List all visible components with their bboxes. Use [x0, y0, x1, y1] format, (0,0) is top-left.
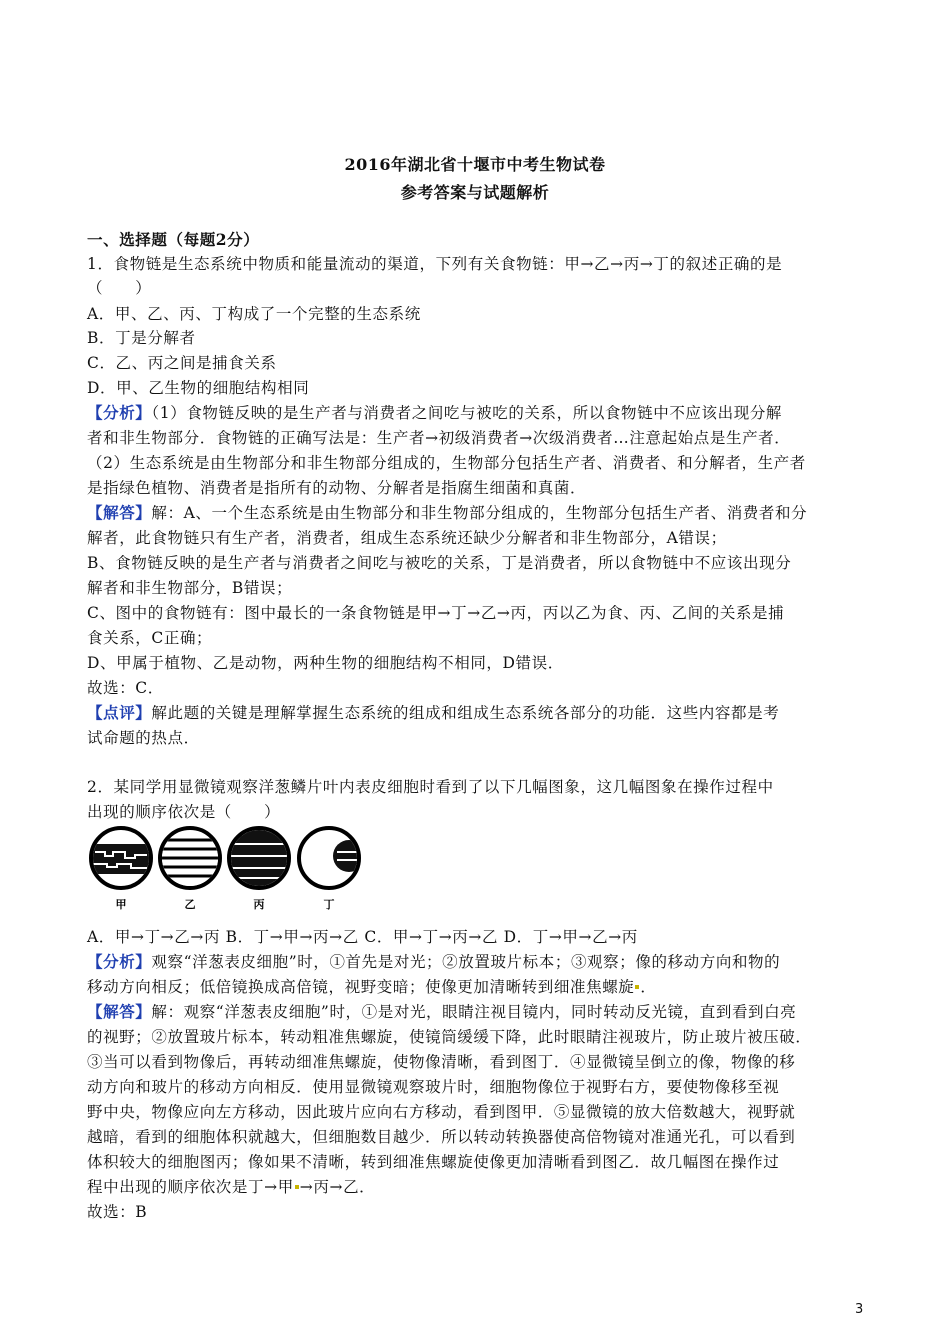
q1-answer-line-1	[87, 501, 867, 523]
view-yi	[160, 828, 221, 888]
q1-analysis-line-4: 是指绿色植物、消费者是指所有的动物、分解者是指腐生细菌和真菌．	[87, 479, 587, 497]
microscope-views-figure	[87, 822, 362, 912]
q2-answer-line-5: 野中央，物像应向左方移动，因此玻片应向右方移动，看到图甲．⑤显微镜的放大倍数越大，视野就	[87, 1103, 796, 1121]
page-subtitle: 参考答案与试题解析	[400, 183, 550, 202]
q1-option-a: A．甲、乙、丙、丁构成了一个完整的生态系统	[87, 305, 421, 323]
page-number: 3	[855, 1302, 864, 1317]
section-heading: 一、选择题（每题2分）	[87, 230, 260, 249]
answer-tag: 【解答】	[87, 503, 152, 522]
figure-label-bing: 丙	[253, 898, 265, 911]
q1-option-b: B．丁是分解者	[87, 329, 196, 347]
q2-answer-line-1	[87, 1000, 867, 1022]
q1-analysis-line-3: （2）生态系统是由生物部分和非生物部分组成的，生物部分包括生产者、消费者、和分解者，生产者	[87, 454, 806, 472]
q2-answer-line-8	[87, 1175, 867, 1197]
q2-answer-text-8b: →丙→乙．	[299, 1178, 376, 1196]
view-bing	[229, 828, 290, 890]
q2-analysis-line-1	[87, 950, 867, 972]
comment-tag: 【点评】	[87, 703, 152, 722]
q1-analysis-text-1: （1）食物链反映的是生产者与消费者之间吃与被吃的关系，所以食物链中不应该出现分解	[151, 404, 783, 422]
q1-stem-line-2: （ ）	[87, 279, 152, 297]
figure-label-jia: 甲	[115, 898, 127, 911]
q2-analysis-text-1: 观察“洋葱表皮细胞”时，①首先是对光；②放置玻片标本；③观察；像的移动方向和物的	[151, 953, 781, 971]
q1-analysis-line-2: 者和非生物部分．食物链的正确写法是：生产者→初级消费者→次级消费者…注意起始点是生产者．	[87, 429, 791, 447]
q1-answer-line-7: D、甲属于植物、乙是动物，两种生物的细胞结构不相同，D错误．	[87, 654, 564, 672]
answer-tag: 【解答】	[87, 1002, 152, 1021]
q2-analysis-text-2: 移动方向相反；低倍镜换成高倍镜，视野变暗；使像更加清晰转到细准焦螺旋	[87, 978, 635, 996]
q2-answer-line-9: 故选：B	[87, 1203, 148, 1221]
q2-analysis-text-2-end: ．	[640, 978, 657, 996]
figure-label-yi: 乙	[184, 898, 196, 911]
q2-answer-text-8a: 程中出现的顺序依次是丁→甲	[87, 1178, 294, 1196]
view-jia	[91, 828, 151, 888]
q2-stem-line-1: 2．某同学用显微镜观察洋葱鳞片叶内表皮细胞时看到了以下几幅图象，这几幅图象在操作过程中	[87, 778, 774, 796]
q1-comment-text-1: 解此题的关键是理解掌握生态系统的组成和组成生态系统各部分的功能．这些内容都是考	[151, 704, 780, 722]
q1-option-c: C．乙、丙之间是捕食关系	[87, 354, 277, 372]
q2-answer-line-2: 的视野；②放置玻片标本，转动粗准焦螺旋，使镜筒缓缓下降，此时眼睛注视玻片，防止玻片被压破．	[87, 1028, 812, 1046]
analysis-tag: 【分析】	[87, 952, 152, 971]
analysis-tag: 【分析】	[87, 403, 152, 422]
q1-option-d: D．甲、乙生物的细胞结构相同	[87, 379, 310, 397]
q1-answer-line-6: 食关系，C正确；	[87, 629, 213, 647]
view-ding	[299, 828, 362, 888]
page-title: 2016年湖北省十堰市中考生物试卷	[344, 155, 606, 174]
q1-stem-line-1: 1．食物链是生态系统中物质和能量流动的渠道，下列有关食物链：甲→乙→丙→丁的叙述正确的是	[87, 255, 783, 273]
q1-comment-line-1	[87, 701, 867, 723]
q1-answer-text-1: 解：A、一个生态系统是由生物部分和非生物部分组成的，生物部分包括生产者、消费者和分	[151, 504, 808, 522]
q2-answer-line-7: 体积较大的细胞图丙；像如果不清晰，转到细准焦螺旋使像更加清晰看到图乙．故几幅图在操作过	[87, 1153, 780, 1171]
q2-answer-line-4: 动方向和玻片的移动方向相反．使用显微镜观察玻片时，细胞物像位于视野右方，要使物像移至视	[87, 1078, 780, 1096]
q1-answer-line-3: B、食物链反映的是生产者与消费者之间吃与被吃的关系，丁是消费者，所以食物链中不应该出现分	[87, 554, 792, 572]
q2-answer-line-3: ③当可以看到物像后，再转动细准焦螺旋，使物像清晰，看到图丁．④显微镜呈倒立的像，物像的移	[87, 1053, 796, 1071]
q2-options: A．甲→丁→乙→丙 B．丁→甲→丙→乙 C．甲→丁→丙→乙 D．丁→甲→乙→丙	[87, 928, 638, 946]
q1-comment-line-2: 试命题的热点．	[87, 729, 200, 747]
q1-answer-line-2: 解者，此食物链只有生产者，消费者，组成生态系统还缺少分解者和非生物部分，A错误；	[87, 529, 727, 547]
highlight-marker	[635, 985, 639, 989]
q1-analysis-line-1	[87, 401, 867, 423]
q1-answer-line-8: 故选：C．	[87, 679, 164, 697]
q2-answer-line-6: 越暗，看到的细胞体积就越大，但细胞数目越少．所以转动转换器使高倍物镜对准通光孔，可以看到	[87, 1128, 796, 1146]
highlight-marker	[295, 1185, 299, 1189]
microscope-views-image	[87, 822, 362, 912]
q2-stem-line-2: 出现的顺序依次是（ ）	[87, 803, 281, 821]
figure-label-ding: 丁	[323, 898, 335, 911]
q1-answer-line-4: 解者和非生物部分，B错误；	[87, 579, 293, 597]
q1-answer-line-5: C、图中的食物链有：图中最长的一条食物链是甲→丁→乙→丙，丙以乙为食、丙、乙间的关系是捕	[87, 604, 785, 622]
q2-answer-text-1: 解：观察“洋葱表皮细胞”时，①是对光，眼睛注视目镜内，同时转动反光镜，直到看到白亮	[151, 1003, 797, 1021]
q2-analysis-line-2	[87, 975, 867, 997]
